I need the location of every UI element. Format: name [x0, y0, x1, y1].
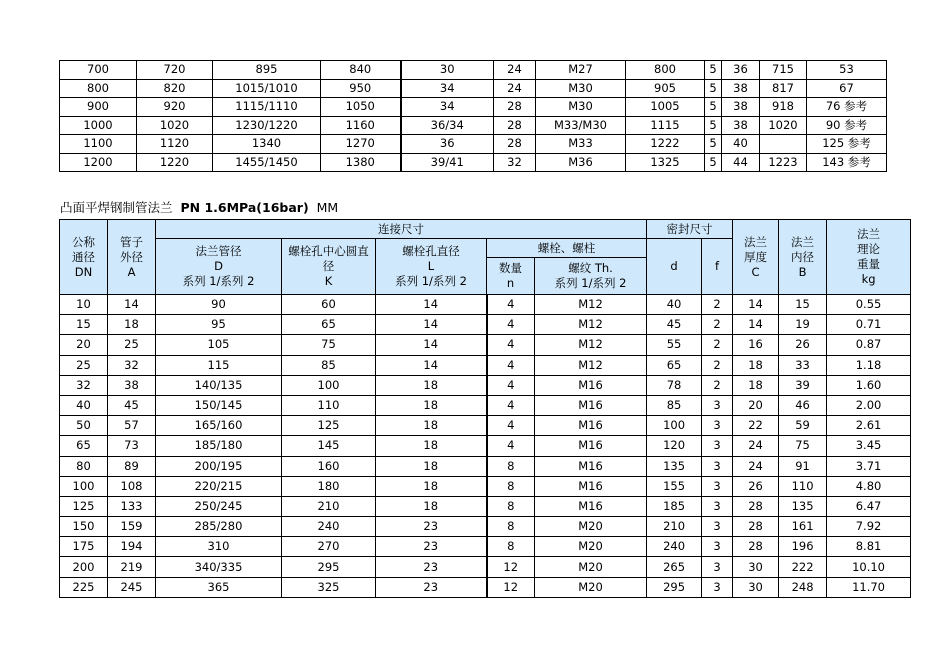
- header-bolt-circle: 螺栓孔中心圆直 径 K: [282, 239, 376, 295]
- table-cell: 918: [760, 98, 807, 117]
- table-cell: M33: [536, 135, 626, 154]
- table-row: [60, 79, 887, 98]
- table-cell: 8: [487, 456, 535, 476]
- table-cell: 30: [401, 61, 494, 80]
- table-cell: 196: [779, 537, 827, 557]
- table-cell: 248: [779, 577, 827, 597]
- table-cell: 38: [722, 98, 760, 117]
- table-cell: 3: [702, 517, 733, 537]
- table-cell: 155: [647, 476, 702, 496]
- table-cell: M20: [535, 537, 647, 557]
- table-cell: 1020: [137, 116, 213, 135]
- table-cell: 67: [807, 79, 887, 98]
- table-cell: 50: [60, 416, 108, 436]
- table-cell: 1455/1450: [213, 153, 321, 172]
- table-cell: 12: [487, 557, 535, 577]
- table-cell: 89: [108, 456, 156, 476]
- table-cell: 240: [282, 517, 376, 537]
- table-cell: 1222: [626, 135, 705, 154]
- header-connection-dims: 连接尺寸: [156, 220, 647, 239]
- table-cell: 5: [705, 61, 722, 80]
- table-cell: 1200: [60, 153, 137, 172]
- table-cell: 800: [60, 79, 137, 98]
- table-row: [60, 476, 911, 496]
- table-cell: 220/215: [156, 476, 282, 496]
- table-cell: 265: [647, 557, 702, 577]
- table-cell: 36/34: [401, 116, 494, 135]
- table-row: [60, 135, 887, 154]
- table-cell: 14: [108, 295, 156, 315]
- table-cell: 25: [60, 355, 108, 375]
- table-cell: 6.47: [827, 496, 911, 516]
- table-cell: 4: [487, 335, 535, 355]
- table-cell: 73: [108, 436, 156, 456]
- table-cell: 2.61: [827, 416, 911, 436]
- table-cell: 135: [779, 496, 827, 516]
- table-cell: 210: [647, 517, 702, 537]
- title-unit: MM: [316, 200, 339, 215]
- table-cell: 39/41: [401, 153, 494, 172]
- table-cell: 4: [487, 395, 535, 415]
- table-cell: 100: [282, 375, 376, 395]
- table-cell: 145: [282, 436, 376, 456]
- table-cell: 11.70: [827, 577, 911, 597]
- table-row: [60, 295, 911, 315]
- table-cell: M20: [535, 517, 647, 537]
- table-cell: 16: [733, 335, 779, 355]
- table-cell: M16: [535, 375, 647, 395]
- table-cell: 219: [108, 557, 156, 577]
- table-cell: 5: [705, 153, 722, 172]
- table-cell: 5: [705, 79, 722, 98]
- table-cell: 5: [705, 135, 722, 154]
- table-cell: 34: [401, 98, 494, 117]
- table-row: [60, 537, 911, 557]
- table-cell: 28: [733, 517, 779, 537]
- table-cell: 18: [376, 395, 487, 415]
- table-cell: 46: [779, 395, 827, 415]
- table-cell: 2: [702, 375, 733, 395]
- table-cell: 45: [647, 315, 702, 335]
- table-cell: 10: [60, 295, 108, 315]
- table-cell: 950: [321, 79, 401, 98]
- table-cell: 14: [733, 295, 779, 315]
- table-cell: 135: [647, 456, 702, 476]
- table-cell: M27: [536, 61, 626, 80]
- table-cell: 19: [779, 315, 827, 335]
- table-cell: 18: [376, 375, 487, 395]
- table-cell: 800: [626, 61, 705, 80]
- table-cell: 32: [60, 375, 108, 395]
- table-row: [60, 395, 911, 415]
- table-cell: 194: [108, 537, 156, 557]
- table-cell: 33: [779, 355, 827, 375]
- table-cell: 715: [760, 61, 807, 80]
- table-row: [60, 116, 887, 135]
- table-cell: 23: [376, 577, 487, 597]
- table-cell: 365: [156, 577, 282, 597]
- table-cell: 14: [733, 315, 779, 335]
- table-cell: 108: [108, 476, 156, 496]
- flange-dimension-table: [59, 219, 911, 598]
- table-cell: 53: [807, 61, 887, 80]
- table-row: [60, 557, 911, 577]
- table-cell: 8: [487, 517, 535, 537]
- table-cell: 285/280: [156, 517, 282, 537]
- table-cell: 0.87: [827, 335, 911, 355]
- table-cell: 1120: [137, 135, 213, 154]
- table-cell: 55: [647, 335, 702, 355]
- table-cell: 1223: [760, 153, 807, 172]
- table-cell: 90 参考: [807, 116, 887, 135]
- table-cell: 1.60: [827, 375, 911, 395]
- table-cell: 18: [376, 496, 487, 516]
- table-cell: 2: [702, 315, 733, 335]
- header-bolts: 螺栓、螺柱: [487, 239, 647, 258]
- table-cell: 340/335: [156, 557, 282, 577]
- table-cell: 32: [494, 153, 536, 172]
- table-row: [60, 375, 911, 395]
- table-cell: M16: [535, 496, 647, 516]
- table-cell: 85: [647, 395, 702, 415]
- table-cell: 185: [647, 496, 702, 516]
- table-row: [60, 496, 911, 516]
- table-row: [60, 61, 887, 80]
- table-cell: 240: [647, 537, 702, 557]
- header-bolt-hole: 螺栓孔直径 L 系列 1/系列 2: [376, 239, 487, 295]
- table-cell: 26: [779, 335, 827, 355]
- table-cell: 250/245: [156, 496, 282, 516]
- table-cell: 225: [60, 577, 108, 597]
- table-cell: 7.92: [827, 517, 911, 537]
- table-cell: 125 参考: [807, 135, 887, 154]
- table-cell: 700: [60, 61, 137, 80]
- table-cell: 920: [137, 98, 213, 117]
- header-flange-thickness: 法兰 厚度 C: [733, 220, 779, 295]
- header-nominal-diameter: 公称 通径 DN: [60, 220, 108, 295]
- table-cell: 0.55: [827, 295, 911, 315]
- table-cell: 150: [60, 517, 108, 537]
- table-cell: 28: [494, 98, 536, 117]
- table-cell: M30: [536, 79, 626, 98]
- table-cell: 39: [779, 375, 827, 395]
- header-seal-dims: 密封尺寸: [647, 220, 733, 239]
- table-cell: 28: [494, 135, 536, 154]
- table-cell: 57: [108, 416, 156, 436]
- table-cell: 1100: [60, 135, 137, 154]
- table-cell: M20: [535, 557, 647, 577]
- table-cell: 4: [487, 355, 535, 375]
- table-cell: 23: [376, 537, 487, 557]
- table-cell: M16: [535, 416, 647, 436]
- table-cell: 8.81: [827, 537, 911, 557]
- table-cell: 28: [494, 116, 536, 135]
- table-cell: 28: [733, 496, 779, 516]
- table-cell: M20: [535, 577, 647, 597]
- table-cell: 150/145: [156, 395, 282, 415]
- table-cell: 120: [647, 436, 702, 456]
- table-cell: 25: [108, 335, 156, 355]
- table-cell: 140/135: [156, 375, 282, 395]
- table-cell: 159: [108, 517, 156, 537]
- table-cell: 90: [156, 295, 282, 315]
- table-cell: 15: [60, 315, 108, 335]
- table-cell: 30: [733, 577, 779, 597]
- table-cell: 817: [760, 79, 807, 98]
- table-cell: 3.71: [827, 456, 911, 476]
- table-cell: 325: [282, 577, 376, 597]
- table-cell: 1115/1110: [213, 98, 321, 117]
- table-cell: 40: [722, 135, 760, 154]
- table-cell: 1000: [60, 116, 137, 135]
- table-row: [60, 416, 911, 436]
- table-cell: 210: [282, 496, 376, 516]
- table-cell: 28: [733, 537, 779, 557]
- table-cell: 1005: [626, 98, 705, 117]
- table-cell: 18: [376, 456, 487, 476]
- table-row: [60, 436, 911, 456]
- table-cell: 4: [487, 315, 535, 335]
- header-pipe-od: 管子 外径 A: [108, 220, 156, 295]
- table-row: [60, 517, 911, 537]
- table-cell: 125: [282, 416, 376, 436]
- table-cell: 200: [60, 557, 108, 577]
- table-cell: 125: [60, 496, 108, 516]
- header-flange-inner-dia: 法兰 内径 B: [779, 220, 827, 295]
- table-cell: 65: [60, 436, 108, 456]
- title-pressure: PN 1.6MPa(16bar): [180, 200, 309, 215]
- table-cell: 900: [60, 98, 137, 117]
- table-cell: 4: [487, 416, 535, 436]
- table-cell: 840: [321, 61, 401, 80]
- table-cell: 820: [137, 79, 213, 98]
- table-cell: 75: [779, 436, 827, 456]
- table-row: [60, 335, 911, 355]
- table-cell: 3: [702, 496, 733, 516]
- table-cell: 36: [401, 135, 494, 154]
- table-cell: 165/160: [156, 416, 282, 436]
- table-cell: 24: [494, 79, 536, 98]
- table-cell: M16: [535, 476, 647, 496]
- table-cell: 34: [401, 79, 494, 98]
- table-row: [60, 577, 911, 597]
- table-cell: 895: [213, 61, 321, 80]
- table-cell: 100: [647, 416, 702, 436]
- table-cell: 18: [376, 476, 487, 496]
- table-cell: 105: [156, 335, 282, 355]
- table-cell: 222: [779, 557, 827, 577]
- header-flange-od: 法兰管径 D 系列 1/系列 2: [156, 239, 282, 295]
- table-cell: 26: [733, 476, 779, 496]
- table-cell: 8: [487, 537, 535, 557]
- table-cell: 1015/1010: [213, 79, 321, 98]
- table-cell: M16: [535, 456, 647, 476]
- table-cell: 720: [137, 61, 213, 80]
- table-cell: 10.10: [827, 557, 911, 577]
- table-cell: 59: [779, 416, 827, 436]
- table-cell: 12: [487, 577, 535, 597]
- table-cell: M12: [535, 315, 647, 335]
- table-cell: M12: [535, 295, 647, 315]
- table-cell: 14: [376, 315, 487, 335]
- table-cell: 2.00: [827, 395, 911, 415]
- table-cell: 1220: [137, 153, 213, 172]
- table-row: [60, 355, 911, 375]
- table-cell: 1050: [321, 98, 401, 117]
- table-cell: 24: [733, 456, 779, 476]
- table-cell: 0.71: [827, 315, 911, 335]
- table-cell: 60: [282, 295, 376, 315]
- table-cell: 80: [60, 456, 108, 476]
- table-cell: 5: [705, 98, 722, 117]
- table-cell: 15: [779, 295, 827, 315]
- table-cell: 3: [702, 476, 733, 496]
- table-cell: 24: [733, 436, 779, 456]
- table-cell: 3: [702, 577, 733, 597]
- table-cell: 161: [779, 517, 827, 537]
- header-seal-d: d: [647, 239, 702, 295]
- table-cell: 23: [376, 517, 487, 537]
- table-cell: 36: [722, 61, 760, 80]
- table-cell: M33/M30: [536, 116, 626, 135]
- table-cell: M12: [535, 335, 647, 355]
- table-cell: 18: [376, 416, 487, 436]
- table-cell: 3: [702, 395, 733, 415]
- table-cell: 175: [60, 537, 108, 557]
- table-cell: 4.80: [827, 476, 911, 496]
- table-cell: 1380: [321, 153, 401, 172]
- table-cell: 4: [487, 436, 535, 456]
- table-cell: 295: [647, 577, 702, 597]
- table-cell: 14: [376, 295, 487, 315]
- table-cell: 1.18: [827, 355, 911, 375]
- table-cell: 14: [376, 335, 487, 355]
- table-cell: 38: [722, 79, 760, 98]
- table-cell: 310: [156, 537, 282, 557]
- table-cell: 22: [733, 416, 779, 436]
- header-bolt-thread: 螺纹 Th. 系列 1/系列 2: [535, 258, 647, 295]
- table-cell: 5: [705, 116, 722, 135]
- table-cell: 3: [702, 537, 733, 557]
- header-seal-f: f: [702, 239, 733, 295]
- table-cell: 1270: [321, 135, 401, 154]
- table-cell: 1325: [626, 153, 705, 172]
- table-cell: 133: [108, 496, 156, 516]
- table-cell: 18: [376, 436, 487, 456]
- table-cell: 1230/1220: [213, 116, 321, 135]
- header-weight: 法兰 理论 重量 kg: [827, 220, 911, 295]
- table-cell: 1340: [213, 135, 321, 154]
- table-cell: 45: [108, 395, 156, 415]
- table-cell: 20: [60, 335, 108, 355]
- table-cell: 3: [702, 436, 733, 456]
- table-cell: 110: [282, 395, 376, 415]
- continued-flange-table: [59, 60, 887, 172]
- table-cell: 180: [282, 476, 376, 496]
- table-cell: 20: [733, 395, 779, 415]
- table-cell: 40: [60, 395, 108, 415]
- table-cell: 270: [282, 537, 376, 557]
- table-cell: 185/180: [156, 436, 282, 456]
- table-cell: 40: [647, 295, 702, 315]
- table-cell: 3: [702, 416, 733, 436]
- table-cell: 32: [108, 355, 156, 375]
- table-cell: 4: [487, 295, 535, 315]
- table-cell: 91: [779, 456, 827, 476]
- table-cell: 295: [282, 557, 376, 577]
- table-cell: 2: [702, 355, 733, 375]
- table-cell: 44: [722, 153, 760, 172]
- table-cell: 100: [60, 476, 108, 496]
- table-cell: 18: [108, 315, 156, 335]
- table-cell: 85: [282, 355, 376, 375]
- table-cell: 8: [487, 476, 535, 496]
- table-row: [60, 98, 887, 117]
- table-cell: [760, 135, 807, 154]
- table-cell: 110: [779, 476, 827, 496]
- table-cell: 3: [702, 557, 733, 577]
- table-title: [60, 200, 338, 216]
- table-cell: 23: [376, 557, 487, 577]
- table-cell: 143 参考: [807, 153, 887, 172]
- table-cell: 38: [722, 116, 760, 135]
- table-cell: 160: [282, 456, 376, 476]
- table-cell: 65: [647, 355, 702, 375]
- table-cell: 18: [733, 355, 779, 375]
- table-cell: 76 参考: [807, 98, 887, 117]
- table-cell: 2: [702, 295, 733, 315]
- table-cell: M16: [535, 436, 647, 456]
- table-cell: 75: [282, 335, 376, 355]
- table-cell: 3.45: [827, 436, 911, 456]
- table-cell: M36: [536, 153, 626, 172]
- table-cell: 1020: [760, 116, 807, 135]
- table-row: [60, 456, 911, 476]
- table-cell: 18: [733, 375, 779, 395]
- table-cell: 2: [702, 335, 733, 355]
- table-cell: 24: [494, 61, 536, 80]
- table-cell: 78: [647, 375, 702, 395]
- table-cell: 30: [733, 557, 779, 577]
- table-cell: M12: [535, 355, 647, 375]
- table-cell: 14: [376, 355, 487, 375]
- table-cell: 1115: [626, 116, 705, 135]
- table-cell: 905: [626, 79, 705, 98]
- table-cell: 1160: [321, 116, 401, 135]
- table-cell: 3: [702, 456, 733, 476]
- table-cell: 245: [108, 577, 156, 597]
- table-cell: 115: [156, 355, 282, 375]
- table-row: [60, 153, 887, 172]
- table-cell: 38: [108, 375, 156, 395]
- table-cell: 200/195: [156, 456, 282, 476]
- table-cell: M30: [536, 98, 626, 117]
- title-prefix: 凸面平焊钢制管法兰: [60, 200, 173, 215]
- table-cell: 95: [156, 315, 282, 335]
- table-cell: 4: [487, 375, 535, 395]
- header-bolt-qty: 数量 n: [487, 258, 535, 295]
- table-row: [60, 315, 911, 335]
- table-cell: 65: [282, 315, 376, 335]
- table-cell: 8: [487, 496, 535, 516]
- table-cell: M16: [535, 395, 647, 415]
